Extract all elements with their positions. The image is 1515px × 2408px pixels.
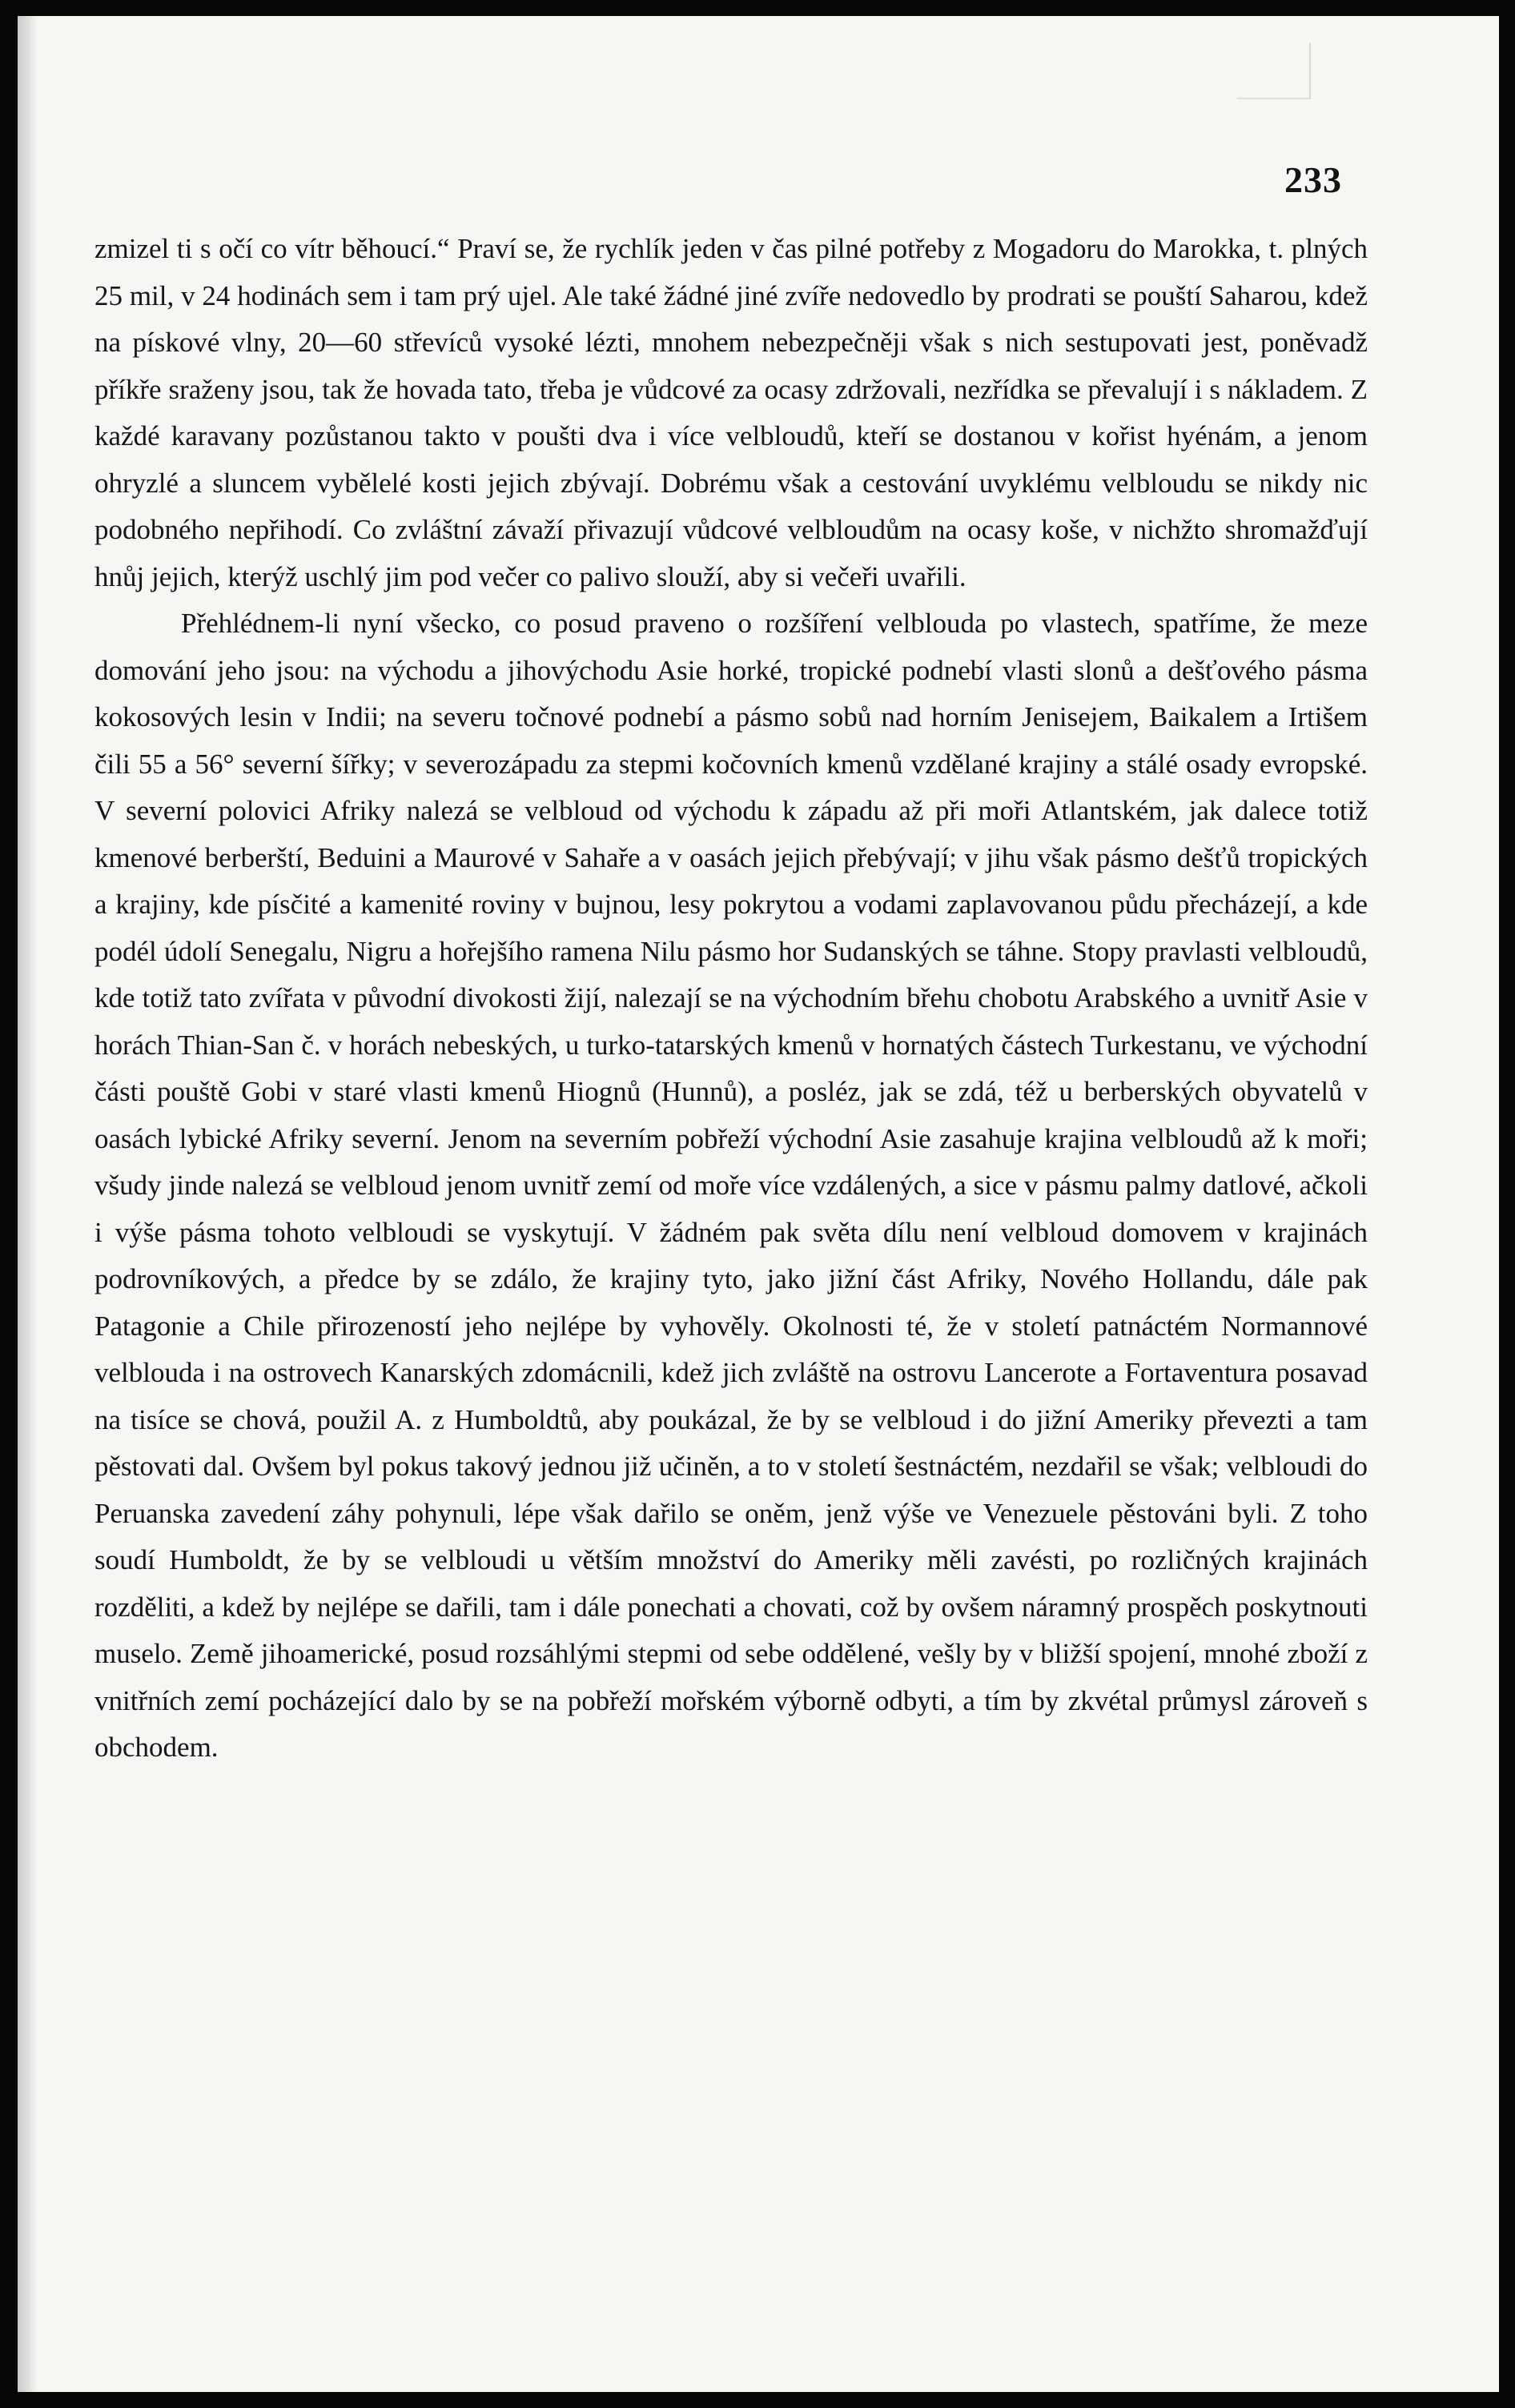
page-number: 233 xyxy=(1284,159,1342,200)
paper-stain-mark xyxy=(1237,43,1311,99)
page-edge-shadow xyxy=(18,16,38,2392)
paragraph-2: Přehlédnem-li nyní všecko, co posud praveno o rozšíření velblouda po vlastech, spatříme, že meze domování jeho jsou: na východu a jihovýchodu Asie horké, tropické podnebí vlasti slonů a dešťového pásma kokosových lesin v Indii; na severu točnové podnebí a pásmo sobů nad horním Jenisejem, Baikalem a Irtišem čili 55 a 56° severní šířky; v severozápadu za stepmi kočovních kmenů vzdělané krajiny a stálé osady evropské. V severní polovici Afriky nalezá se velbloud od východu k západu až při moři Atlantském, jak dalece totiž kmenové berberští, Beduini a Maurové v Sahaře a v oasách jejich přebývají; v jihu však pásmo dešťů tropických a krajiny, kde písčité a kamenité roviny v bujnou, lesy pokrytou a vodami zaplavovanou půdu přecházejí, a kde podél údolí Senegalu, Nigru a hořejšího ramena Nilu pásmo hor Sudanských se táhne. Stopy pravlasti velbloudů, kde totiž tato zvířata v původní divokosti žijí, nalezají se na východním břehu chobotu Arabského a uvnitř Asie v horách Thian-San č. v horách nebeských, u turko-tatarských kmenů v hornatých částech Turkestanu, ve východní části pouště Gobi v staré vlasti kmenů Hiognů (Hunnů), a posléz, jak se zdá, též u berberských obyvatelů v oasách lybické Afriky severní. Jenom na severním pobřeží východní Asie zasahuje krajina velbloudů až k moři; všudy jinde nalezá se velbloud jenom uvnitř zemí od moře více vzdálených, a sice v pásmu palmy datlové, ačkoli i výše pásma tohoto velbloudi se vyskytují. V žádném pak světa dílu není velbloud domovem v krajinách podrovníkových, a předce by se zdálo, že krajiny tyto, jako jižní část Afriky, Nového Hollandu, dále pak Patagonie a Chile přirozeností jeho nejlépe by vyhověly. Okolnosti té, že v století patnáctém Normannové velblouda i na ostrovech Kanarských zdomácnili, kdež jich zvláště na ostrovu Lancerote a Fortaventura posavad na tisíce se chová, použil A. z Humboldtů, aby poukázal, že by se velbloud i do jižní Ameriky převezti a tam pěstovati dal. Ovšem byl pokus takový jednou již učiněn, a to v století šestnáctém, nezdařil se však; velbloudi do Peruanska zavedení záhy pohynuli, lépe však dařilo se oněm, jenž výše ve Venezuele pěstováni byli. Z toho soudí Humboldt, že by se velbloudi u větším množství do Ameriky měli zavésti, po rozličných krajinách rozděliti, a kdež by nejlépe se dařili, tam i dále ponechati a chovati, což by ovšem náramný prospěch poskytnouti muselo. Země jihoamerické, posud rozsáhlými stepmi od sebe oddělené, vešly by v bližší spojení, mnohé zboží z vnitřních zemí pocházející dalo by se na pobřeží mořském výborně odbyti, a tím by zkvétal průmysl zároveň s obchodem. xyxy=(94,608,1368,1763)
book-page xyxy=(18,16,1499,2392)
paragraph-1: zmizel ti s očí co vítr běhoucí.“ Praví se, že rychlík jeden v čas pilné potřeby z Mogadoru do Marokka, t. plných 25 mil, v 24 hodinách sem i tam prý ujel. Ale také žádné jiné zvíře nedovedlo by prodrati se pouští Saharou, kdež na pískové vlny, 20—60 střevíců vysoké lézti, mnohem nebezpečněji však s nich sestupovati jest, poněvadž příkře sraženy jsou, tak že hovada tato, třeba je vůdcové za ocasy zdržovali, nezřídka se převalují i s nákladem. Z každé karavany pozůstanou takto v poušti dva i více velbloudů, kteří se dostanou v kořist hyénám, a jenom ohryzlé a sluncem vybělelé kosti jejich zbývají. Dobrému však a cestování uvyklému velbloudu se nikdy nic podobného nepřihodí. Co zvláštní závaží přivazují vůdcové velbloudům na ocasy koše, v nichžto shromažďují hnůj jejich, kterýž uschlý jim pod večer co palivo slouží, aby si večeři uvařili. xyxy=(94,233,1368,592)
body-text xyxy=(94,226,1368,1772)
